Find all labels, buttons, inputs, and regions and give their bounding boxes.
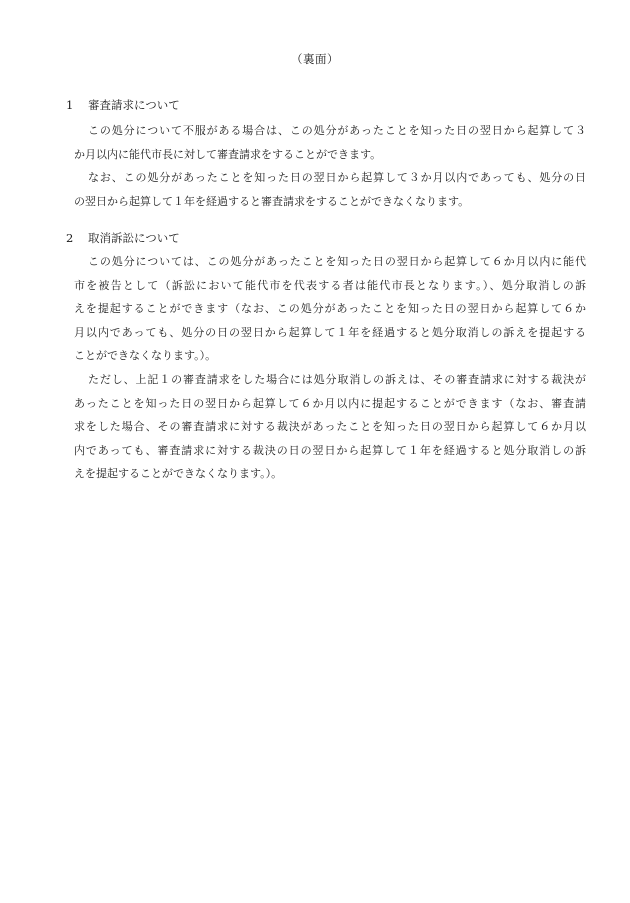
- body-line: の翌日から起算して１年を経過すると審査請求をすることができなくなります。: [74, 194, 470, 208]
- body-line: 市を被告として（訴訟において能代市を代表する者は能代市長となります。）、処分取消しの訴: [74, 278, 586, 292]
- section-title: 審査請求について: [88, 98, 180, 112]
- section-body: [66, 250, 586, 486]
- body-line: 求をした場合、その審査請求に対する裁決があったことを知った日の翌日から起算して６か月以: [74, 420, 586, 434]
- section-title: 取消訴訟について: [88, 231, 180, 245]
- body-line: 内であっても、審査請求に対する裁決の日の翌日から起算して１年を経過すると処分取消しの訴: [74, 443, 586, 457]
- body-line: か月以内に能代市長に対して審査請求をすることができます。: [74, 147, 382, 161]
- section-number: 1: [66, 98, 74, 112]
- body-line: この処分について不服がある場合は、この処分があったことを知った日の翌日から起算して３: [88, 124, 586, 137]
- body-line: えを提起することができます（なお、この処分があったことを知った日の翌日から起算して６か: [74, 302, 586, 316]
- section-appeal: [66, 95, 586, 213]
- body-line: ことができなくなります。）。: [74, 349, 217, 363]
- page-title: （裏面）: [291, 52, 339, 66]
- body-line: えを提起することができなくなります。）。: [74, 467, 283, 481]
- body-line: この処分については、この処分があったことを知った日の翌日から起算して６か月以内に能代: [88, 255, 586, 268]
- body-line: あったことを知った日の翌日から起算して６か月以内に提起することができます（なお、審査請: [74, 396, 586, 410]
- body-line: ただし、上記１の審査請求をした場合には処分取消しの訴えは、その審査請求に対する裁決が: [88, 372, 586, 386]
- body-line: 月以内であっても、処分の日の翌日から起算して１年を経過すると処分取消しの訴えを提起する: [74, 325, 586, 339]
- section-number: 2: [66, 231, 74, 245]
- section-heading: [66, 95, 586, 115]
- section-heading: [66, 228, 586, 248]
- body-line: なお、この処分があったことを知った日の翌日から起算して３か月以内であっても、処分の日: [88, 171, 586, 185]
- section-lawsuit: [66, 228, 586, 486]
- section-body: [66, 119, 586, 213]
